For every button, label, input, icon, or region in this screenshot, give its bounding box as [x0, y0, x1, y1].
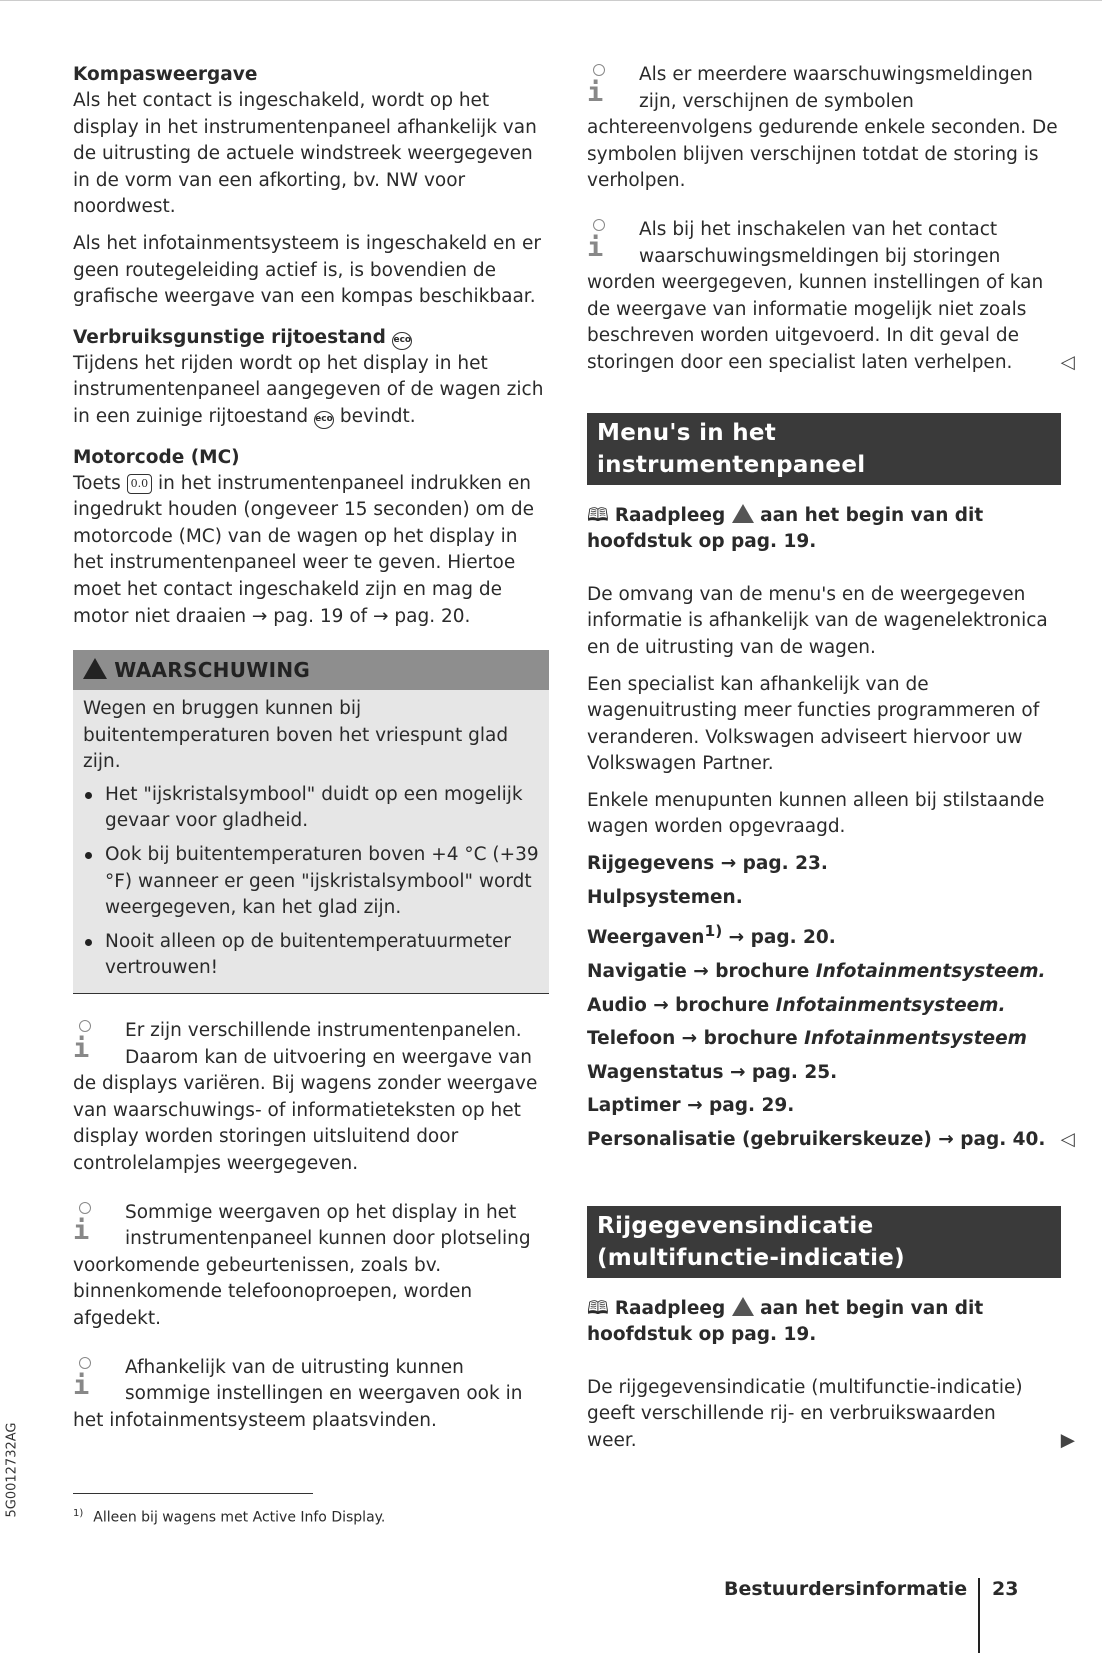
info-note [73, 1355, 549, 1435]
text: Wagenstatus → pag. 25. [587, 1061, 838, 1083]
text: Laptimer → pag. 29. [587, 1095, 795, 1117]
text: Audio → brochure [587, 994, 776, 1016]
paragraph [73, 351, 549, 431]
warning-bullet: Ook bij buitentemperaturen boven +4 °C (+39 °F) wanneer er geen "ijskristalsymbool" wordt weergegeven, kan het glad zijn. [83, 842, 539, 922]
section-end-icon: ◁ [1060, 1128, 1075, 1150]
button-key-icon: 0.0 [127, 474, 153, 494]
info-note [587, 217, 1075, 377]
text: Toets [73, 472, 127, 494]
section-heading-rijgegevens: Rijgegevensindicatie (multifunctie-indicatie) [587, 1206, 1061, 1278]
text: Hulpsystemen. [587, 886, 743, 908]
menu-item [587, 918, 1061, 952]
paragraph: Als het contact is ingeschakeld, wordt op het display in het instrumentenpaneel afhankelijk van de uitrusting de actuele windstreek weergegeven in de vorm van een afkorting, bv. NW voor noordwest. [73, 90, 537, 218]
text: Raadpleeg [614, 1297, 732, 1319]
menu-item [587, 993, 1061, 1020]
heading-motorcode: Motorcode (MC) [73, 446, 240, 468]
note-text: Afhankelijk van de uitrusting kunnen sommige instellingen en weergaven ook in het infotainmentsysteem plaatsvinden. [73, 1356, 523, 1431]
menu-item [587, 885, 1061, 912]
paragraph: De omvang van de menu's en de weergegeven informatie is afhankelijk van de wagenelektronica en de uitrusting van de wagen. [587, 583, 1048, 658]
paragraph: Enkele menupunten kunnen alleen bij stilstaande wagen worden opgevraagd. [587, 789, 1045, 838]
note-text: Als bij het inschakelen van het contact waarschuwingsmeldingen bij storingen worden weergegeven, kunnen instellingen of kan de weergave van informatie mogelijk niet zoals beschreven worden uitgevoerd. In dit geval de storingen door een specialist laten verhelpen. [587, 218, 1044, 373]
warning-title-text: WAARSCHUWING [114, 658, 311, 683]
info-note [587, 62, 1061, 195]
top-rule [0, 0, 1102, 1]
footnote-rule [73, 1493, 313, 1494]
reference-line [587, 503, 1061, 556]
page-footer [724, 1578, 1019, 1600]
warning-bullet: Nooit alleen op de buitentemperatuurmeter vertrouwen! [83, 929, 539, 982]
text: bevindt. [333, 405, 416, 427]
warning-box [73, 650, 549, 994]
warning-icon [732, 504, 754, 523]
menu-list [587, 851, 1075, 1154]
footnote-text: Alleen bij wagens met Active Info Display. [93, 1509, 386, 1526]
footer-divider [978, 1578, 980, 1653]
menu-item [587, 851, 1061, 878]
info-note [73, 1200, 549, 1333]
menu-item [587, 1093, 1061, 1120]
text: Infotainmentsysteem [804, 1028, 1027, 1050]
reference-line [587, 1296, 1061, 1349]
book-icon: 🕮 [587, 1297, 609, 1319]
paragraph [587, 1375, 1075, 1455]
paragraph [73, 471, 549, 631]
text: Navigatie → brochure [587, 961, 816, 982]
text: Telefoon → brochure [587, 1028, 805, 1050]
text: Weergaven [587, 927, 705, 949]
text: Infotainmentsysteem. [775, 994, 1006, 1016]
note-text: Als er meerdere waarschuwingsmeldingen zijn, verschijnen de symbolen achtereenvolgens gedurende enkele seconden. De symbolen blijven verschijnen totdat de storing is verholpen. [587, 64, 1058, 192]
section-heading-menus: Menu's in het instrumentenpaneel [587, 413, 1061, 485]
text: aan het begin van dit hoofdstuk op pag. 19. [587, 504, 984, 553]
footnote-mark: 1) [73, 1508, 84, 1519]
warning-intro: Wegen en bruggen kunnen bij buitentemperaturen boven het vriespunt glad zijn. [83, 698, 509, 773]
section-end-icon: ◁ [1060, 351, 1075, 373]
text: Tijdens het rijden wordt op het display in het instrumentenpaneel aangegeven of de wagen zich in een zuinige rijtoestand [73, 352, 544, 427]
heading-verbruiksgunstig [73, 325, 549, 351]
text: → pag. 20. [722, 927, 836, 949]
footnote-ref: 1) [704, 922, 723, 941]
continue-icon: ▶ [1060, 1429, 1075, 1451]
footer-section: Bestuurdersinformatie [724, 1578, 968, 1600]
text: Personalisatie (gebruikerskeuze) → pag. 40. [587, 1128, 1046, 1150]
text: in het instrumentenpaneel indrukken en ingedrukt houden (ongeveer 15 seconden) om de motorcode (MC) van de wagen op het display in het instrumentenpaneel weer te geven. Hiertoe moet het contact ingeschakeld zijn en mag de motor niet draaien → pag. 19 of → pag. 20. [73, 472, 534, 627]
menu-item [587, 1127, 1075, 1154]
text: Infotainmentsysteem. [815, 961, 1046, 982]
warning-icon [83, 658, 107, 679]
document-code: 5G0012732AG [4, 1422, 20, 1518]
info-icon: i [587, 217, 639, 263]
info-icon: i [587, 62, 639, 108]
book-icon: 🕮 [587, 504, 609, 526]
footnote [73, 1508, 385, 1526]
info-icon: i [73, 1355, 125, 1401]
info-icon: i [73, 1018, 125, 1064]
right-column [587, 62, 1075, 1465]
note-text: Sommige weergaven op het display in het instrumentenpaneel kunnen door plotseling voorkomende gebeurtenissen, zoals bv. binnenkomende telefoonoproepen, worden afgedekt. [73, 1201, 531, 1329]
left-column [73, 62, 549, 1456]
eco-icon: eco [314, 411, 334, 429]
warning-bullet: Het "ijskristalsymbool" duidt op een mogelijk gevaar voor gladheid. [83, 782, 539, 835]
menu-item [587, 959, 1061, 986]
page-number: 23 [992, 1578, 1019, 1600]
paragraph: Als het infotainmentsysteem is ingeschakeld en er geen routegeleiding actief is, is bovendien de grafische weergave van een kompas beschikbaar. [73, 232, 541, 308]
info-icon: i [73, 1200, 125, 1246]
info-note [73, 1018, 549, 1178]
text: aan het begin van dit hoofdstuk op pag. 19. [587, 1297, 984, 1346]
eco-icon: eco [392, 332, 412, 350]
note-text: Er zijn verschillende instrumentenpanelen. Daarom kan de uitvoering en weergave van de displays variëren. Bij wagens zonder weergave van waarschuwings- of informatieteksten op het display worden storingen uitsluitend door controlelampjes weergegeven. [73, 1020, 538, 1174]
heading-kompasweergave: Kompasweergave [73, 64, 258, 85]
menu-item [587, 1060, 1061, 1087]
menu-item [587, 1026, 1061, 1053]
heading-text: Verbruiksgunstige rijtoestand [73, 326, 386, 348]
warning-icon [732, 1297, 754, 1316]
warning-title [73, 650, 549, 690]
text: Raadpleeg [614, 504, 732, 526]
text: Rijgegevens → pag. 23. [587, 853, 828, 875]
text: De rijgegevensindicatie (multifunctie-indicatie) geeft verschillende rij- en verbruikswaarden weer. [587, 1376, 1023, 1451]
paragraph: Een specialist kan afhankelijk van de wagenuitrusting meer functies programmeren of veranderen. Volkswagen adviseert hiervoor uw Volkswagen Partner. [587, 673, 1040, 775]
